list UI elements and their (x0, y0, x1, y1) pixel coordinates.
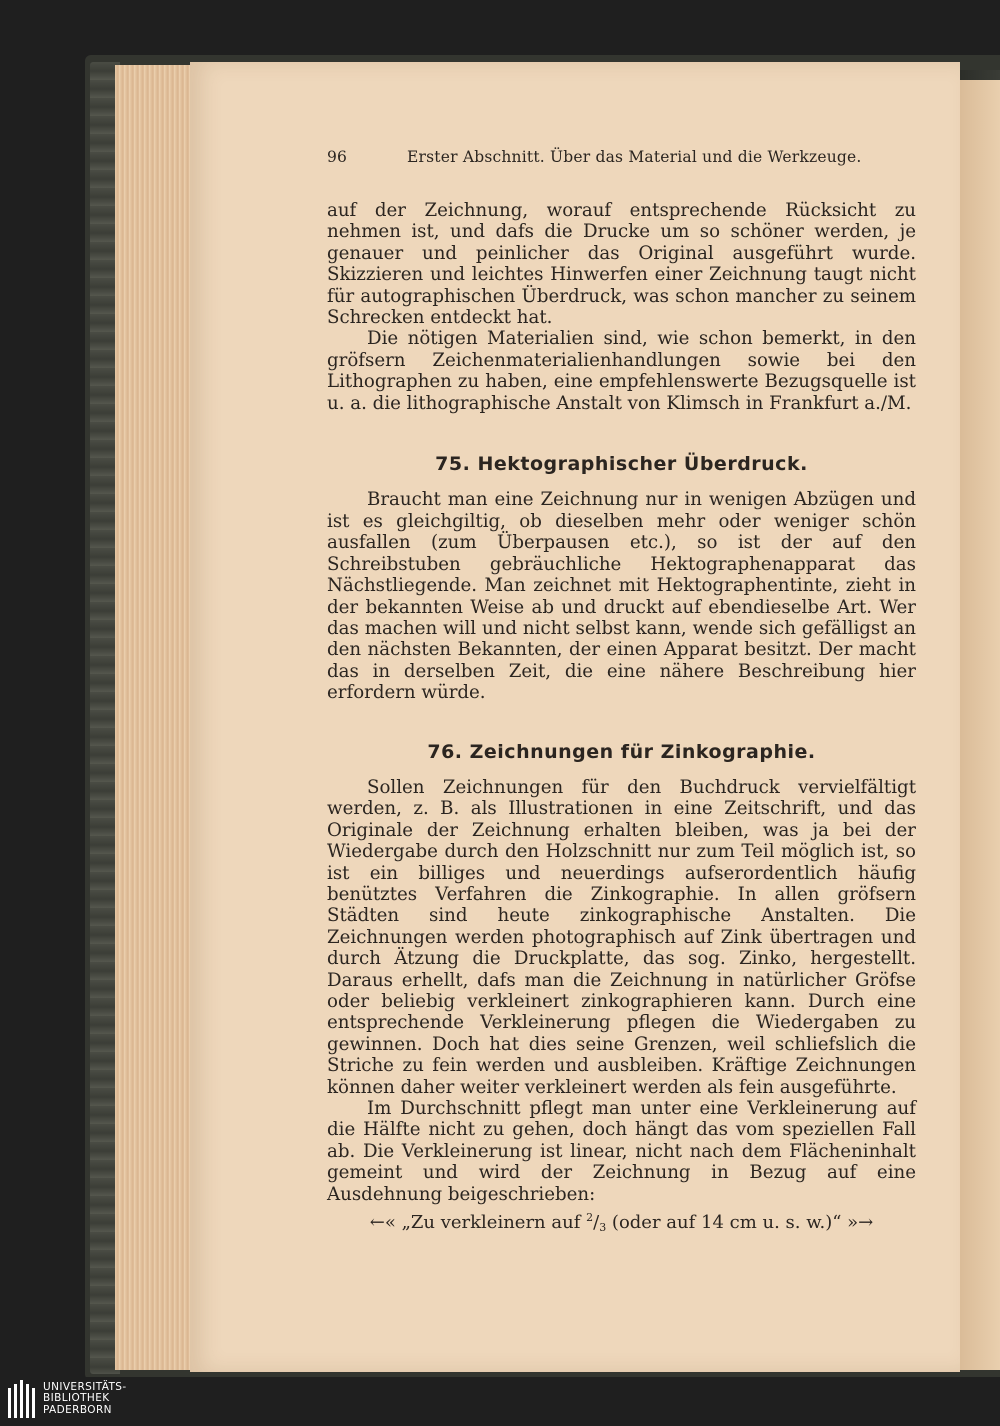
paragraph: Sollen Zeichnungen für den Buchdruck vervielfältigt werden, z. B. als Illustrationen in eine Zeitschrift, und das Originale der Zeichnung erhalten bleiben, was ja bei der Wiedergabe durch den Holzschnitt nur zum Teil möglich ist, so ist ein billiges und neuerdings aufserordentlich häufig benütztes Verfahren die Zinkographie. In allen gröfsern Städten sind heute zinkographische Anstalten. Die Zeichnungen werden photographisch auf Zink übertragen und durch Ätzung die Druckplatte, das sog. Zinko, hergestellt. Daraus erhellt, dafs man die Zeichnung in natürlicher Gröfse oder beliebig verkleinert zinkographieren kann. Durch eine entsprechende Verkleinerung pflegen die Wiedergaben zu gewinnen. Doch hat dies seine Grenzen, weil schliefslich die Striche zu fein werden und ausbleiben. Kräftige Zeichnungen können daher weiter verkleinert werden als fein ausgeführte. (327, 776, 916, 1098)
paragraph: Die nötigen Materialien sind, wie schon bemerkt, in den gröfsern Zeichenmaterialienhandlungen sowie bei den Lithographen zu haben, eine empfehlenswerte Bezugsquelle ist u. a. die lithographische Anstalt von Klimsch in Frankfurt a./M. (327, 328, 916, 414)
paragraph: Braucht man eine Zeichnung nur in wenigen Abzügen und ist es gleichgiltig, ob dieselben mehr oder weniger schön ausfallen (zum Überpausen etc.), so ist der auf den Schreibstuben gebräuchliche Hektographenapparat das Nächstliegende. Man zeichnet mit Hektographentinte, zieht in der bekannten Weise ab und druckt auf ebendieselbe Art. Wer das machen will und nicht selbst kann, wende sich gefälligst an den nächsten Bekannten, der einen Apparat besitzt. Der macht das in derselben Zeit, die eine nähere Beschreibung hier erfordern würde. (327, 489, 916, 704)
logo-line: BIBLIOTHEK (43, 1392, 110, 1405)
logo-bars-icon (8, 1380, 35, 1418)
page-stack-edge (115, 65, 196, 1370)
example-left: ←« „Zu verkleinern auf (369, 1212, 581, 1234)
library-logo (8, 1380, 127, 1418)
running-title: Erster Abschnitt. Über das Material und die Werkzeuge. (407, 148, 862, 166)
section-heading-76: 76. Zeichnungen für Zinkographie. (427, 740, 816, 763)
page-content (327, 148, 916, 1238)
logo-text (43, 1382, 127, 1417)
example-right: (oder auf 14 cm u. s. w.)“ »→ (611, 1212, 874, 1234)
paragraph: Im Durchschnitt pflegt man unter eine Verkleinerung auf die Hälfte nicht zu gehen, doch hängt das vom speziellen Fall ab. Die Verkleinerung ist linear, nicht nach dem Flächeninhalt gemeint und wird der Zeichnung in Bezug auf eine Ausdehnung beigeschrieben: (327, 1098, 916, 1205)
fraction-denominator: 3 (599, 1221, 607, 1235)
running-header (327, 148, 916, 174)
logo-line: PADERBORN (43, 1403, 112, 1416)
paragraph: auf der Zeichnung, worauf entsprechende Rücksicht zu nehmen ist, und dafs die Drucke um so schöner werden, je genauer und peinlicher das Original ausgeführt wurde. Skizzieren und leichtes Hinwerfen einer Zeichnung taugt nicht für autographischen Überdruck, was schon mancher zu seinem Schrecken entdeckt hat. (327, 200, 916, 329)
example-inscription: ←« „Zu verkleinern auf $^2/_3$ (oder auf 14 cm u. s. w.)“ »→ (369, 1211, 874, 1235)
footer-bar (0, 1377, 1000, 1426)
page-number: 96 (327, 148, 348, 166)
body-text (327, 200, 916, 1238)
section-heading-75: 75. Hektographischer Überdruck. (435, 453, 808, 476)
facing-page-edge (955, 80, 1000, 1370)
fraction-numerator: 2 (586, 1211, 594, 1225)
logo-line: UNIVERSITÄTS- (43, 1380, 127, 1393)
